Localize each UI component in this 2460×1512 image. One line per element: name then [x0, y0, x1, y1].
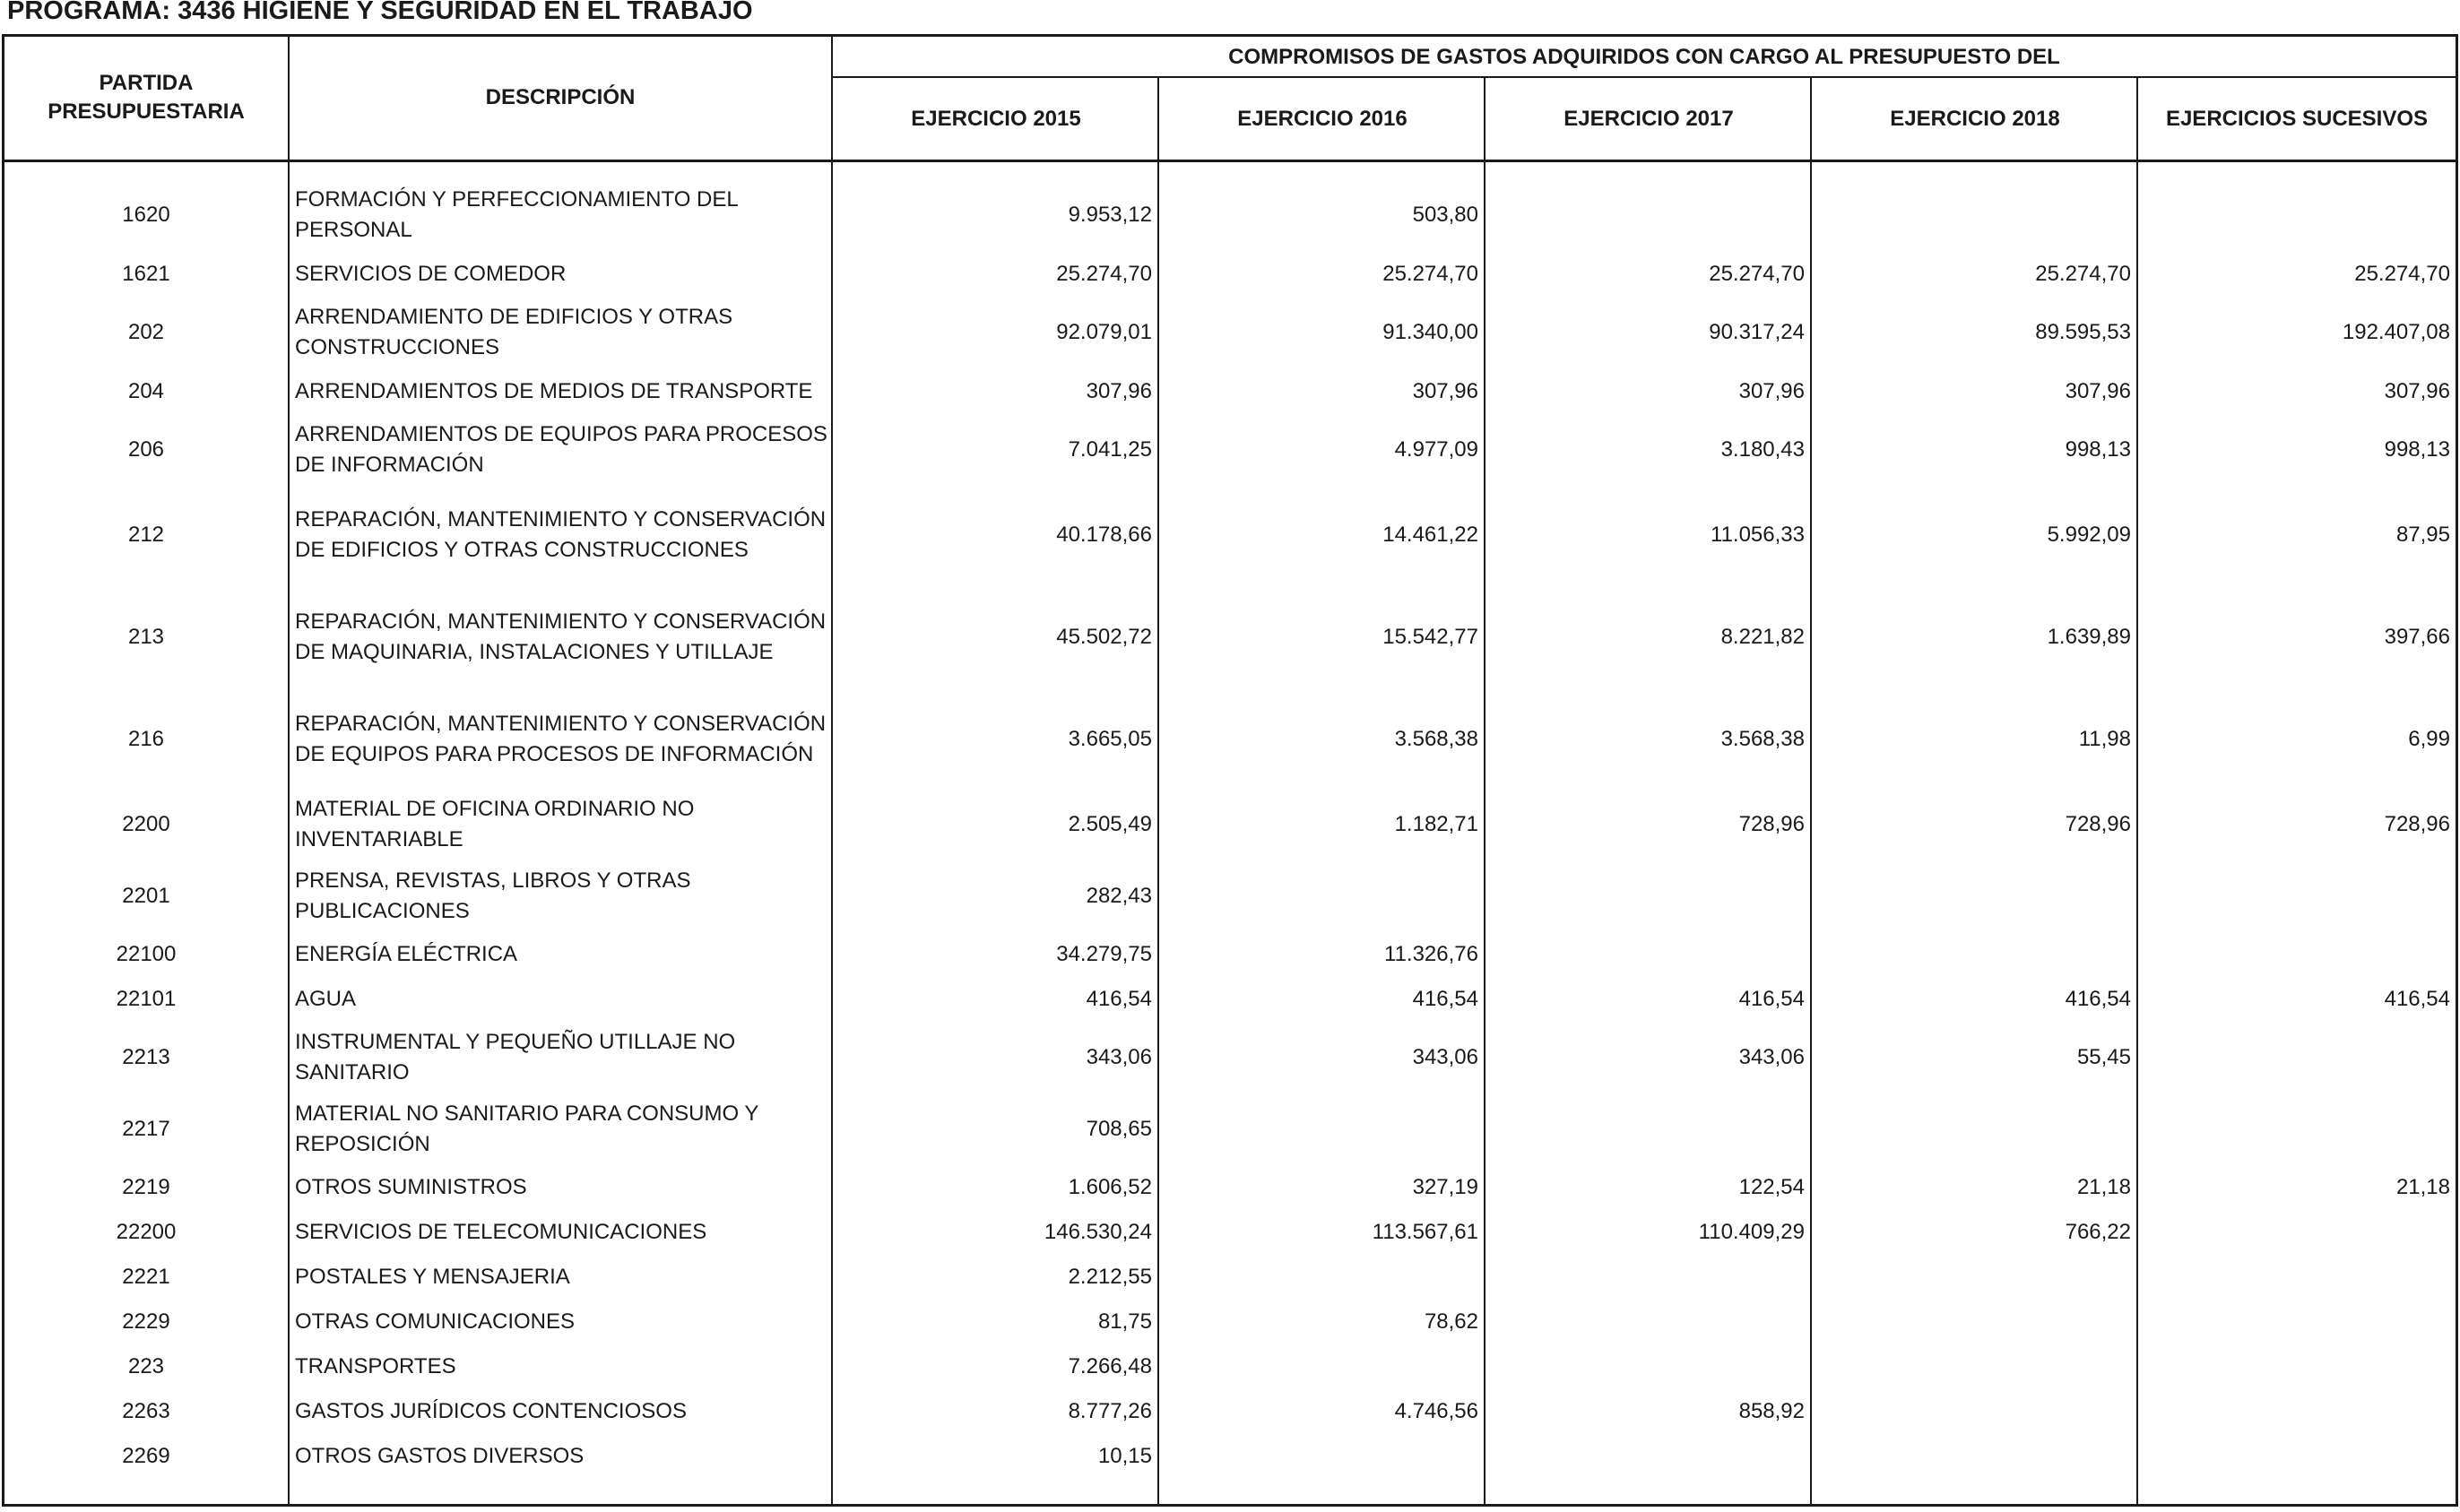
description: ARRENDAMIENTOS DE EQUIPOS PARA PROCESOS DE INFORMACIÓN [295, 422, 827, 477]
amount-cell: 11.056,33 [1711, 523, 1805, 547]
amount-cell: 10,15 [1097, 1444, 1152, 1468]
amount-cell [1486, 932, 1810, 977]
amount-cell: 307,96 [1086, 379, 1152, 403]
partida-code: 204 [127, 379, 165, 403]
amount-cell [1812, 1300, 2136, 1344]
amount-cell: 307,96 [2384, 379, 2450, 403]
partida-code: 202 [127, 320, 165, 344]
amount-cell: 397,66 [2384, 625, 2450, 649]
table-row [4, 369, 2456, 414]
amount-cell [1812, 1255, 2136, 1300]
amount-cell: 2.212,55 [1068, 1265, 1152, 1289]
table-row [4, 1210, 2456, 1255]
amount-cell: 25.274,70 [1382, 262, 1478, 286]
amount-cell [1486, 1344, 1810, 1389]
amount-cell [2138, 932, 2456, 977]
partida-code: 22101 [116, 987, 177, 1011]
header-year-2016: EJERCICIO 2016 [1237, 107, 1408, 131]
amount-cell [1486, 185, 1810, 246]
amount-cell: 7.041,25 [1068, 437, 1152, 462]
amount-cell [1486, 1300, 1810, 1344]
table-row [4, 419, 2456, 480]
amount-cell: 307,96 [2065, 379, 2131, 403]
amount-cell: 4.746,56 [1394, 1399, 1478, 1423]
partida-code: 2269 [122, 1444, 170, 1468]
amount-cell: 728,96 [2384, 812, 2450, 836]
description: INSTRUMENTAL Y PEQUEÑO UTILLAJE NO SANITARIO [295, 1030, 736, 1084]
partida-code: 22100 [116, 942, 177, 966]
amount-cell: 25.274,70 [1709, 262, 1805, 286]
description: GASTOS JURÍDICOS CONTENCIOSOS [295, 1399, 687, 1423]
amount-cell: 15.542,77 [1382, 625, 1478, 649]
amount-cell: 40.178,66 [1056, 523, 1152, 547]
partida-code: 212 [127, 523, 165, 547]
table-row [4, 932, 2456, 977]
partida-code: 2200 [122, 812, 170, 836]
description: PRENSA, REVISTAS, LIBROS Y OTRAS PUBLICACIONES [295, 868, 691, 923]
amount-cell: 11,98 [2078, 727, 2131, 751]
description: REPARACIÓN, MANTENIMIENTO Y CONSERVACIÓN DE EQUIPOS PARA PROCESOS DE INFORMACIÓN [295, 712, 827, 766]
table-row [4, 1389, 2456, 1434]
amount-cell: 3.568,38 [1394, 727, 1478, 751]
amount-cell: 1.639,89 [2047, 625, 2131, 649]
amount-cell: 3.665,05 [1068, 727, 1152, 751]
table-row [4, 866, 2456, 927]
amount-cell: 327,19 [1412, 1175, 1478, 1199]
description: OTROS SUMINISTROS [295, 1175, 527, 1199]
amount-cell: 55,45 [2076, 1045, 2131, 1069]
partida-code: 2201 [122, 884, 170, 908]
amount-cell [1159, 1344, 1484, 1389]
header-year-2015: EJERCICIO 2015 [911, 107, 1081, 131]
table-row [4, 252, 2456, 297]
amount-cell: 21,18 [2395, 1175, 2450, 1199]
amount-cell: 25.274,70 [1056, 262, 1152, 286]
amount-cell: 3.180,43 [1720, 437, 1805, 462]
partida-code: 2219 [122, 1175, 170, 1199]
amount-cell: 728,96 [2065, 812, 2131, 836]
description: OTROS GASTOS DIVERSOS [295, 1444, 585, 1468]
amount-cell: 122,54 [1738, 1175, 1805, 1199]
amount-cell: 343,06 [1086, 1045, 1152, 1069]
partida-code: 22200 [116, 1220, 177, 1244]
amount-cell [1159, 1255, 1484, 1300]
partida-code: 1621 [122, 262, 170, 286]
description: MATERIAL NO SANITARIO PARA CONSUMO Y REPOSICIÓN [295, 1102, 758, 1156]
table-row [4, 1165, 2456, 1210]
amount-cell: 8.221,82 [1720, 625, 1805, 649]
amount-cell: 90.317,24 [1709, 320, 1805, 344]
amount-cell [2138, 1255, 2456, 1300]
amount-cell: 1.182,71 [1394, 812, 1478, 836]
amount-cell: 998,13 [2065, 437, 2131, 462]
amount-cell [2138, 1099, 2456, 1160]
amount-cell: 307,96 [1738, 379, 1805, 403]
amount-cell [1486, 866, 1810, 927]
amount-cell: 45.502,72 [1056, 625, 1152, 649]
amount-cell: 11.326,76 [1384, 942, 1478, 966]
description: MATERIAL DE OFICINA ORDINARIO NO INVENTARIABLE [295, 797, 695, 851]
amount-cell: 192.407,08 [2342, 320, 2450, 344]
amount-cell [2138, 1389, 2456, 1434]
amount-cell [2138, 1210, 2456, 1255]
amount-cell: 728,96 [1738, 812, 1805, 836]
description: SERVICIOS DE COMEDOR [295, 262, 567, 286]
header-group-divider [831, 76, 2456, 78]
amount-cell [2138, 1027, 2456, 1088]
amount-cell: 416,54 [2065, 987, 2131, 1011]
amount-cell: 78,62 [1424, 1309, 1478, 1334]
description: SERVICIOS DE TELECOMUNICACIONES [295, 1220, 707, 1244]
table-row [4, 587, 2456, 687]
amount-cell: 766,22 [2065, 1220, 2131, 1244]
header-partida: PARTIDA PRESUPUESTARIA [48, 71, 245, 124]
amount-cell: 282,43 [1086, 884, 1152, 908]
amount-cell: 81,75 [1097, 1309, 1152, 1334]
description: REPARACIÓN, MANTENIMIENTO Y CONSERVACIÓN DE EDIFICIOS Y OTRAS CONSTRUCCIONES [295, 507, 827, 562]
header-year-2017: EJERCICIO 2017 [1563, 107, 1734, 131]
amount-cell: 416,54 [1086, 987, 1152, 1011]
amount-cell [2138, 866, 2456, 927]
partida-code: 216 [127, 727, 165, 751]
table-row [4, 1255, 2456, 1300]
amount-cell [1486, 1255, 1810, 1300]
amount-cell [2138, 185, 2456, 246]
amount-cell: 110.409,29 [1698, 1220, 1805, 1244]
table-row [4, 977, 2456, 1022]
amount-cell [1812, 1434, 2136, 1479]
amount-cell: 4.977,09 [1394, 437, 1478, 462]
amount-cell: 416,54 [2384, 987, 2450, 1011]
partida-code: 213 [127, 625, 165, 649]
description: ARRENDAMIENTO DE EDIFICIOS Y OTRAS CONSTRUCCIONES [295, 305, 733, 359]
amount-cell: 416,54 [1738, 987, 1805, 1011]
amount-cell [1486, 1099, 1810, 1160]
amount-cell: 25.274,70 [2354, 262, 2450, 286]
table-row [4, 1434, 2456, 1479]
header-sucesivos: EJERCICIOS SUCESIVOS [2165, 107, 2429, 131]
description: POSTALES Y MENSAJERIA [295, 1265, 570, 1289]
amount-cell [1812, 1099, 2136, 1160]
amount-cell: 87,95 [2395, 523, 2450, 547]
description: AGUA [295, 987, 357, 1011]
description: TRANSPORTES [295, 1354, 456, 1378]
amount-cell: 91.340,00 [1382, 320, 1478, 344]
description: ENERGÍA ELÉCTRICA [295, 942, 518, 966]
amount-cell: 146.530,24 [1044, 1220, 1152, 1244]
amount-cell: 9.953,12 [1068, 203, 1152, 227]
amount-cell [1159, 1099, 1484, 1160]
amount-cell: 34.279,75 [1056, 942, 1152, 966]
description: OTRAS COMUNICACIONES [295, 1309, 576, 1334]
amount-cell [1812, 932, 2136, 977]
header-bottom-divider [4, 160, 2456, 162]
budget-commitments-table [2, 34, 2458, 1507]
amount-cell: 343,06 [1412, 1045, 1478, 1069]
amount-cell [1812, 1389, 2136, 1434]
partida-code: 223 [127, 1354, 165, 1378]
amount-cell: 6,99 [2408, 727, 2450, 751]
amount-cell [1812, 1344, 2136, 1389]
table-row [4, 185, 2456, 246]
table-row [4, 1027, 2456, 1088]
description: REPARACIÓN, MANTENIMIENTO Y CONSERVACIÓN DE MAQUINARIA, INSTALACIONES Y UTILLAJE [295, 609, 827, 664]
header-year-2018: EJERCICIO 2018 [1890, 107, 2060, 131]
amount-cell: 307,96 [1412, 379, 1478, 403]
table-row [4, 1099, 2456, 1160]
amount-cell [1486, 1434, 1810, 1479]
amount-cell: 7.266,48 [1068, 1354, 1152, 1378]
amount-cell: 14.461,22 [1382, 523, 1478, 547]
amount-cell: 2.505,49 [1068, 812, 1152, 836]
table-row [4, 485, 2456, 585]
amount-cell: 3.568,38 [1720, 727, 1805, 751]
partida-code: 2221 [122, 1265, 170, 1289]
amount-cell: 89.595,53 [2035, 320, 2131, 344]
amount-cell: 92.079,01 [1056, 320, 1152, 344]
amount-cell: 21,18 [2076, 1175, 2131, 1199]
amount-cell: 5.992,09 [2047, 523, 2131, 547]
amount-cell: 858,92 [1738, 1399, 1805, 1423]
partida-code: 2213 [122, 1045, 170, 1069]
amount-cell: 503,80 [1412, 203, 1478, 227]
table-row [4, 1344, 2456, 1389]
description: FORMACIÓN Y PERFECCIONAMIENTO DEL PERSONAL [295, 187, 738, 242]
amount-cell [2138, 1434, 2456, 1479]
partida-code: 206 [127, 437, 165, 462]
amount-cell: 25.274,70 [2035, 262, 2131, 286]
header-descripcion: DESCRIPCIÓN [485, 85, 636, 109]
amount-cell [2138, 1300, 2456, 1344]
partida-code: 2229 [122, 1309, 170, 1334]
partida-code: 2217 [122, 1117, 170, 1141]
table-row [4, 1300, 2456, 1344]
amount-cell: 343,06 [1738, 1045, 1805, 1069]
amount-cell [2138, 1344, 2456, 1389]
amount-cell: 113.567,61 [1372, 1220, 1478, 1244]
amount-cell [1812, 866, 2136, 927]
amount-cell: 416,54 [1412, 987, 1478, 1011]
amount-cell [1159, 1434, 1484, 1479]
program-title: PROGRAMA: 3436 HIGIENE Y SEGURIDAD EN EL TRABAJO [7, 0, 753, 25]
amount-cell: 1.606,52 [1068, 1175, 1152, 1199]
header-group: COMPROMISOS DE GASTOS ADQUIRIDOS CON CARGO AL PRESUPUESTO DEL [1228, 45, 2060, 69]
amount-cell [1159, 866, 1484, 927]
amount-cell [1812, 185, 2136, 246]
table-row [4, 794, 2456, 855]
partida-code: 2263 [122, 1399, 170, 1423]
partida-code: 1620 [122, 203, 170, 227]
amount-cell: 708,65 [1086, 1117, 1152, 1141]
amount-cell: 998,13 [2384, 437, 2450, 462]
amount-cell: 8.777,26 [1068, 1399, 1152, 1423]
table-row [4, 302, 2456, 363]
description: ARRENDAMIENTOS DE MEDIOS DE TRANSPORTE [295, 379, 813, 403]
table-row [4, 689, 2456, 790]
